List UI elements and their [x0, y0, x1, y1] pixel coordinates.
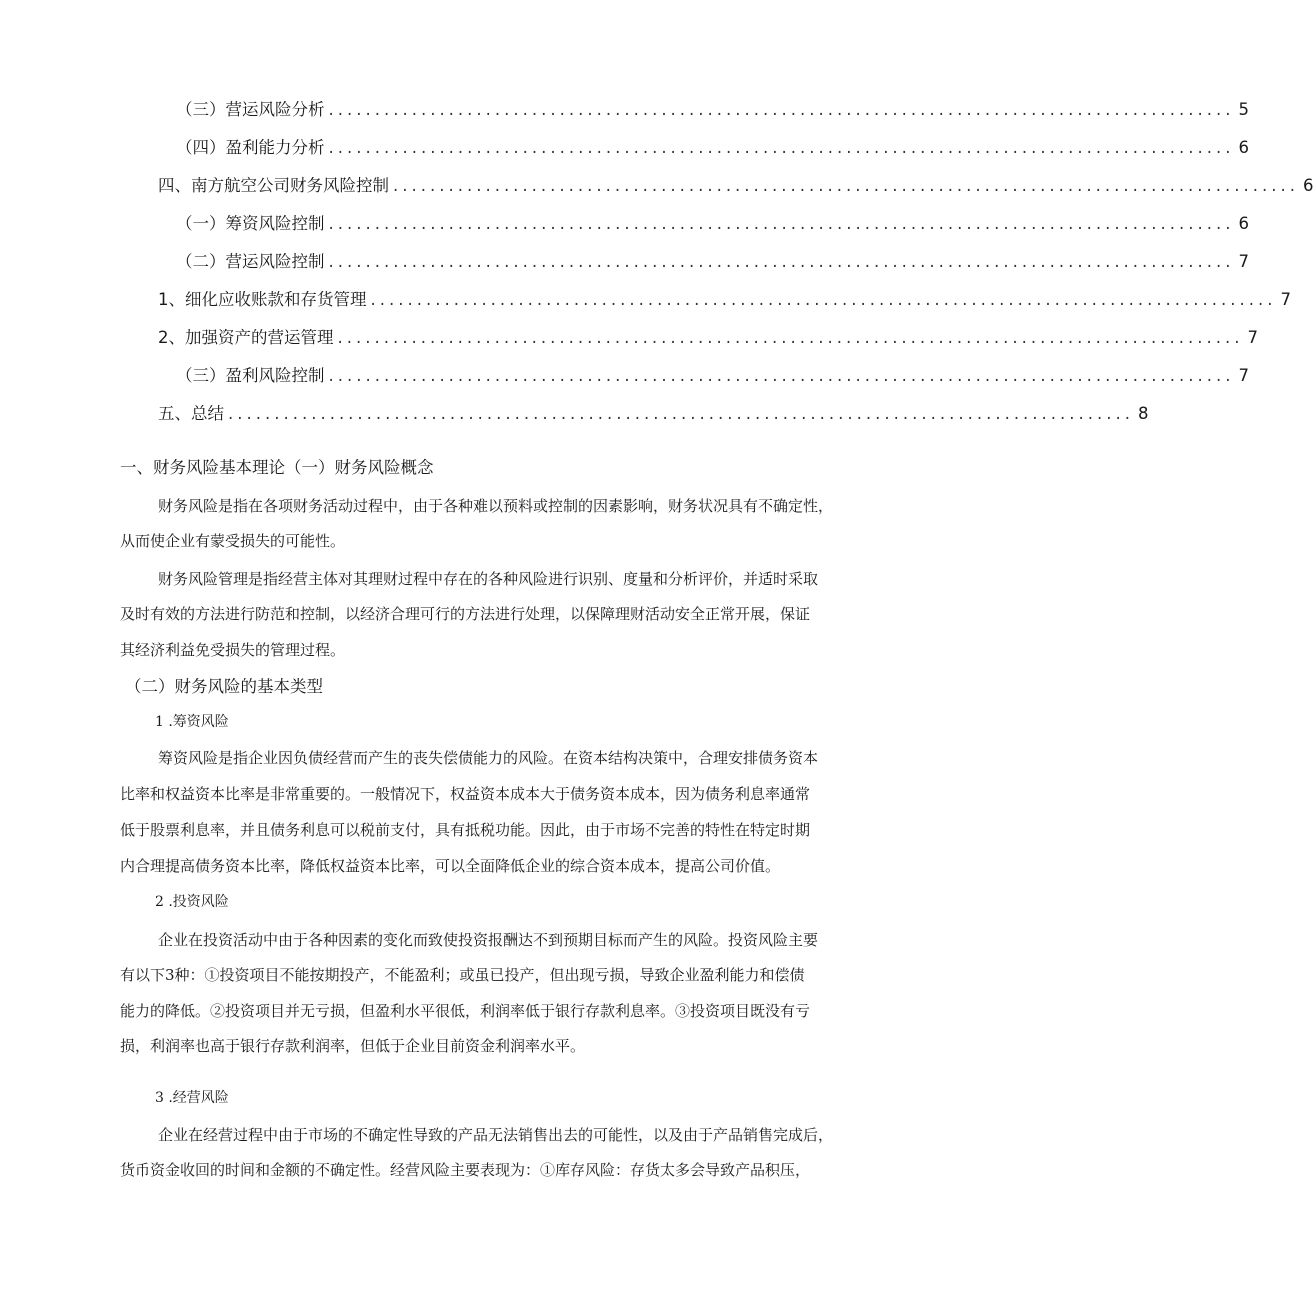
toc-label: （二）营运风险控制 — [176, 252, 325, 271]
paragraph-line: 货币资金收回的时间和金额的不确定性。经营风险主要表现为：①库存风险：存货太多会导致产品积压， — [120, 1161, 811, 1179]
toc-page-number: 7 — [1238, 252, 1249, 271]
toc-entry[interactable] — [176, 364, 1249, 388]
paragraph-line: 财务风险管理是指经营主体对其理财过程中存在的各种风险进行识别、度量和分析评价，并适时采取 — [158, 570, 819, 588]
toc-page-number: 6 — [1303, 176, 1314, 195]
paragraph-line: 有以下3种：①投资项目不能按期投产，不能盈利；或虽已投产，但出现亏损，导致企业盈利能力和偿债 — [120, 966, 805, 984]
toc-entry[interactable] — [176, 98, 1249, 122]
toc-entry[interactable] — [176, 212, 1249, 236]
paragraph-line: 损，利润率也高于银行存款利润率，但低于企业目前资金利润率水平。 — [120, 1037, 586, 1055]
paragraph-line: 财务风险是指在各项财务活动过程中，由于各种难以预料或控制的因素影响，财务状况具有不确定性， — [158, 497, 834, 515]
paragraph-line: 从而使企业有蒙受损失的可能性。 — [120, 532, 346, 550]
subsection-title: 2 .投资风险 — [155, 894, 229, 910]
subsection-title: 1 .筹资风险 — [155, 714, 229, 730]
toc-entry[interactable] — [158, 288, 1291, 312]
toc-label: 1、细化应收账款和存货管理 — [158, 290, 367, 309]
paragraph-line: 企业在投资活动中由于各种因素的变化而致使投资报酬达不到预期目标而产生的风险。投资风险主要 — [158, 931, 819, 949]
toc-label: 五、总结 — [158, 404, 224, 423]
toc-entry[interactable] — [176, 250, 1249, 274]
toc-page-number: 7 — [1247, 328, 1258, 347]
toc-label: （三）盈利风险控制 — [176, 366, 325, 385]
paragraph-line: 比率和权益资本比率是非常重要的。一般情况下，权益资本成本大于债务资本成本，因为债务利息率通常 — [120, 785, 811, 803]
paragraph-line: 低于股票利息率，并且债务利息可以税前支付，具有抵税功能。因此，由于市场不完善的特性在特定时期 — [120, 821, 811, 839]
toc-label: （三）营运风险分析 — [176, 100, 325, 119]
toc-entry[interactable] — [158, 326, 1258, 350]
paragraph-line: 企业在经营过程中由于市场的不确定性导致的产品无法销售出去的可能性，以及由于产品销售完成后， — [158, 1126, 834, 1144]
toc-page-number: 6 — [1238, 214, 1249, 233]
toc-label: （一）筹资风险控制 — [176, 214, 325, 233]
paragraph-line: 内合理提高债务资本比率，降低权益资本比率，可以全面降低企业的综合资本成本，提高公司价值。 — [120, 857, 781, 875]
toc-leader: .................................................................................................. — [328, 100, 1235, 119]
toc-leader: .................................................................................................. — [228, 404, 1134, 423]
toc-entry[interactable] — [158, 402, 1149, 426]
section-heading: （二）财务风险的基本类型 — [125, 677, 323, 696]
toc-leader: .................................................................................................. — [328, 252, 1235, 271]
paragraph-line: 及时有效的方法进行防范和控制，以经济合理可行的方法进行处理，以保障理财活动安全正常开展，保证 — [120, 605, 811, 623]
toc-label: 四、南方航空公司财务风险控制 — [158, 176, 389, 195]
toc-entry[interactable] — [176, 136, 1249, 160]
toc-leader: .................................................................................................. — [328, 214, 1235, 233]
toc-leader: .................................................................................................. — [328, 138, 1235, 157]
toc-leader: .................................................................................................. — [337, 328, 1244, 347]
subsection-title: 3 .经营风险 — [155, 1090, 229, 1106]
toc-entry[interactable] — [158, 174, 1314, 198]
toc-page-number: 6 — [1238, 138, 1249, 157]
toc-leader: .................................................................................................. — [328, 366, 1235, 385]
toc-page-number: 7 — [1238, 366, 1249, 385]
section-heading: 一、财务风险基本理论（一）财务风险概念 — [120, 458, 434, 477]
toc-label: 2、加强资产的营运管理 — [158, 328, 334, 347]
toc-page-number: 5 — [1238, 100, 1249, 119]
toc-leader: .................................................................................................. — [370, 290, 1277, 309]
toc-label: （四）盈利能力分析 — [176, 138, 325, 157]
paragraph-line: 其经济利益免受损失的管理过程。 — [120, 641, 346, 659]
toc-page-number: 8 — [1138, 404, 1149, 423]
paragraph-line: 能力的降低。②投资项目并无亏损，但盈利水平很低，利润率低于银行存款利息率。③投资项目既没有亏 — [120, 1002, 811, 1020]
paragraph-line: 筹资风险是指企业因负债经营而产生的丧失偿债能力的风险。在资本结构决策中，合理安排债务资本 — [158, 749, 819, 767]
toc-page-number: 7 — [1280, 290, 1291, 309]
toc-leader: .................................................................................................. — [393, 176, 1299, 195]
